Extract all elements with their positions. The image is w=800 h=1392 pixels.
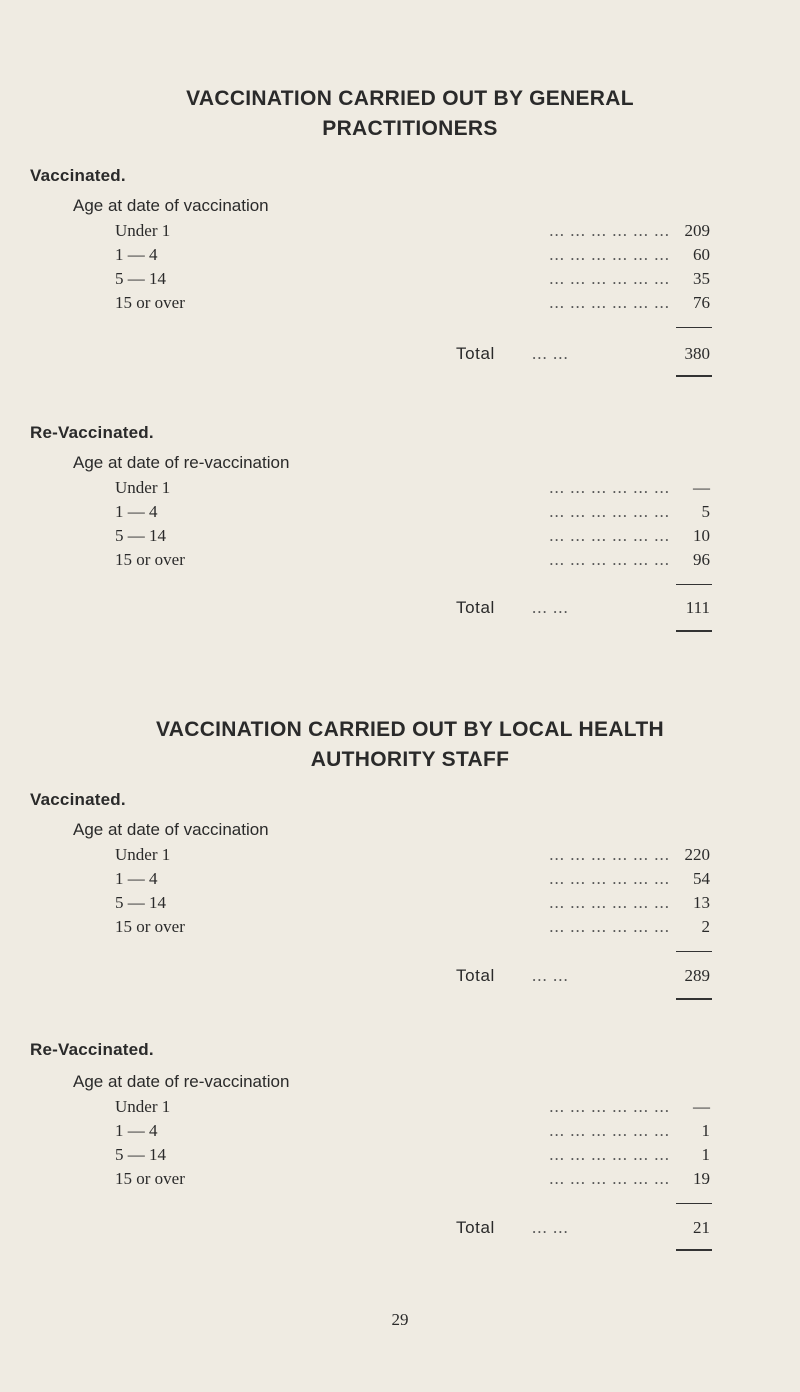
total-row xyxy=(450,344,710,368)
count-value: 1 xyxy=(701,1145,710,1164)
table-row xyxy=(115,1169,710,1191)
table-row xyxy=(115,1097,710,1119)
leader-dots: ... ... ... ... ... ... xyxy=(549,1121,670,1140)
sum-rule xyxy=(676,1203,712,1204)
age-header: Age at date of vaccination xyxy=(73,196,269,215)
leader-dots: ... ... ... ... ... ... xyxy=(549,245,670,264)
count-value: 35 xyxy=(693,269,710,288)
table-row xyxy=(115,293,710,315)
age-label: Under 1 xyxy=(115,221,171,240)
leader-dots: ... ... xyxy=(532,1218,569,1237)
table-row xyxy=(115,221,710,243)
count-value: 19 xyxy=(693,1169,710,1188)
subhead-revaccinated: Re-Vaccinated. xyxy=(30,423,154,442)
sum-rule xyxy=(676,951,712,952)
table-row xyxy=(115,550,710,572)
age-label: 15 or over xyxy=(115,550,185,569)
age-label: 5 — 14 xyxy=(115,1145,166,1164)
leader-dots: ... ... xyxy=(532,966,569,985)
count-value: 2 xyxy=(701,917,710,936)
age-label: 1 — 4 xyxy=(115,1121,158,1140)
age-header: Age at date of re-vaccination xyxy=(73,1072,290,1091)
table-row xyxy=(115,869,710,891)
section-heading-gp xyxy=(60,84,760,144)
total-rule xyxy=(676,1249,712,1251)
age-label: 5 — 14 xyxy=(115,269,166,288)
leader-dots: ... ... ... ... ... ... xyxy=(549,893,670,912)
total-label: Total xyxy=(456,344,495,363)
total-row xyxy=(450,966,710,990)
page-number: 29 xyxy=(391,1310,409,1329)
leader-dots: ... ... ... ... ... ... xyxy=(549,293,670,312)
heading-line: VACCINATION CARRIED OUT BY LOCAL HEALTH xyxy=(156,718,664,741)
age-label: Under 1 xyxy=(115,1097,171,1116)
age-header: Age at date of vaccination xyxy=(73,820,269,839)
table-row xyxy=(115,526,710,548)
total-value: 289 xyxy=(684,966,710,985)
leader-dots: ... ... ... ... ... ... xyxy=(549,221,670,240)
total-label: Total xyxy=(456,1218,495,1237)
leader-dots: ... ... ... ... ... ... xyxy=(549,845,670,864)
table-row xyxy=(115,245,710,267)
subhead-vaccinated: Vaccinated. xyxy=(30,790,126,809)
table-row xyxy=(115,269,710,291)
leader-dots: ... ... ... ... ... ... xyxy=(549,1169,670,1188)
count-value: 60 xyxy=(693,245,710,264)
age-label: 15 or over xyxy=(115,917,185,936)
leader-dots: ... ... ... ... ... ... xyxy=(549,478,670,497)
age-label: 1 — 4 xyxy=(115,245,158,264)
total-value: 21 xyxy=(693,1218,710,1237)
leader-dots: ... ... ... ... ... ... xyxy=(549,502,670,521)
table-row xyxy=(115,502,710,524)
total-row xyxy=(450,1218,710,1242)
table-row xyxy=(115,845,710,867)
count-value: 209 xyxy=(684,221,710,240)
table-row xyxy=(115,893,710,915)
age-label: 1 — 4 xyxy=(115,869,158,888)
age-label: 15 or over xyxy=(115,1169,185,1188)
count-value: 1 xyxy=(701,1121,710,1140)
leader-dots: ... ... ... ... ... ... xyxy=(549,1145,670,1164)
section-heading-lha xyxy=(60,715,760,775)
sum-rule xyxy=(676,327,712,328)
total-value: 380 xyxy=(684,344,710,363)
count-value: — xyxy=(693,1097,710,1116)
age-label: 5 — 14 xyxy=(115,526,166,545)
total-rule xyxy=(676,630,712,632)
heading-line: AUTHORITY STAFF xyxy=(310,748,510,771)
count-value: 76 xyxy=(693,293,710,312)
total-rule xyxy=(676,375,712,377)
age-label: Under 1 xyxy=(115,478,171,497)
table-row xyxy=(115,478,710,500)
table-row xyxy=(115,1121,710,1143)
count-value: 5 xyxy=(701,502,710,521)
age-header: Age at date of re-vaccination xyxy=(73,453,290,472)
leader-dots: ... ... ... ... ... ... xyxy=(549,917,670,936)
leader-dots: ... ... xyxy=(532,598,569,617)
heading-line: VACCINATION CARRIED OUT BY GENERAL xyxy=(186,87,634,110)
subhead-vaccinated: Vaccinated. xyxy=(30,166,126,185)
leader-dots: ... ... ... ... ... ... xyxy=(549,269,670,288)
table-row xyxy=(115,917,710,939)
heading-line: PRACTITIONERS xyxy=(322,117,498,140)
total-label: Total xyxy=(456,598,495,617)
total-value: 111 xyxy=(685,598,710,617)
total-rule xyxy=(676,998,712,1000)
count-value: — xyxy=(693,478,710,497)
total-label: Total xyxy=(456,966,495,985)
leader-dots: ... ... ... ... ... ... xyxy=(549,526,670,545)
table-row xyxy=(115,1145,710,1167)
age-label: 5 — 14 xyxy=(115,893,166,912)
count-value: 96 xyxy=(693,550,710,569)
count-value: 54 xyxy=(693,869,710,888)
subhead-revaccinated: Re-Vaccinated. xyxy=(30,1040,154,1059)
total-row xyxy=(450,598,710,622)
age-label: Under 1 xyxy=(115,845,171,864)
count-value: 13 xyxy=(693,893,710,912)
leader-dots: ... ... xyxy=(532,344,569,363)
count-value: 220 xyxy=(684,845,710,864)
leader-dots: ... ... ... ... ... ... xyxy=(549,1097,670,1116)
sum-rule xyxy=(676,584,712,585)
age-label: 15 or over xyxy=(115,293,185,312)
leader-dots: ... ... ... ... ... ... xyxy=(549,869,670,888)
count-value: 10 xyxy=(693,526,710,545)
age-label: 1 — 4 xyxy=(115,502,158,521)
leader-dots: ... ... ... ... ... ... xyxy=(549,550,670,569)
